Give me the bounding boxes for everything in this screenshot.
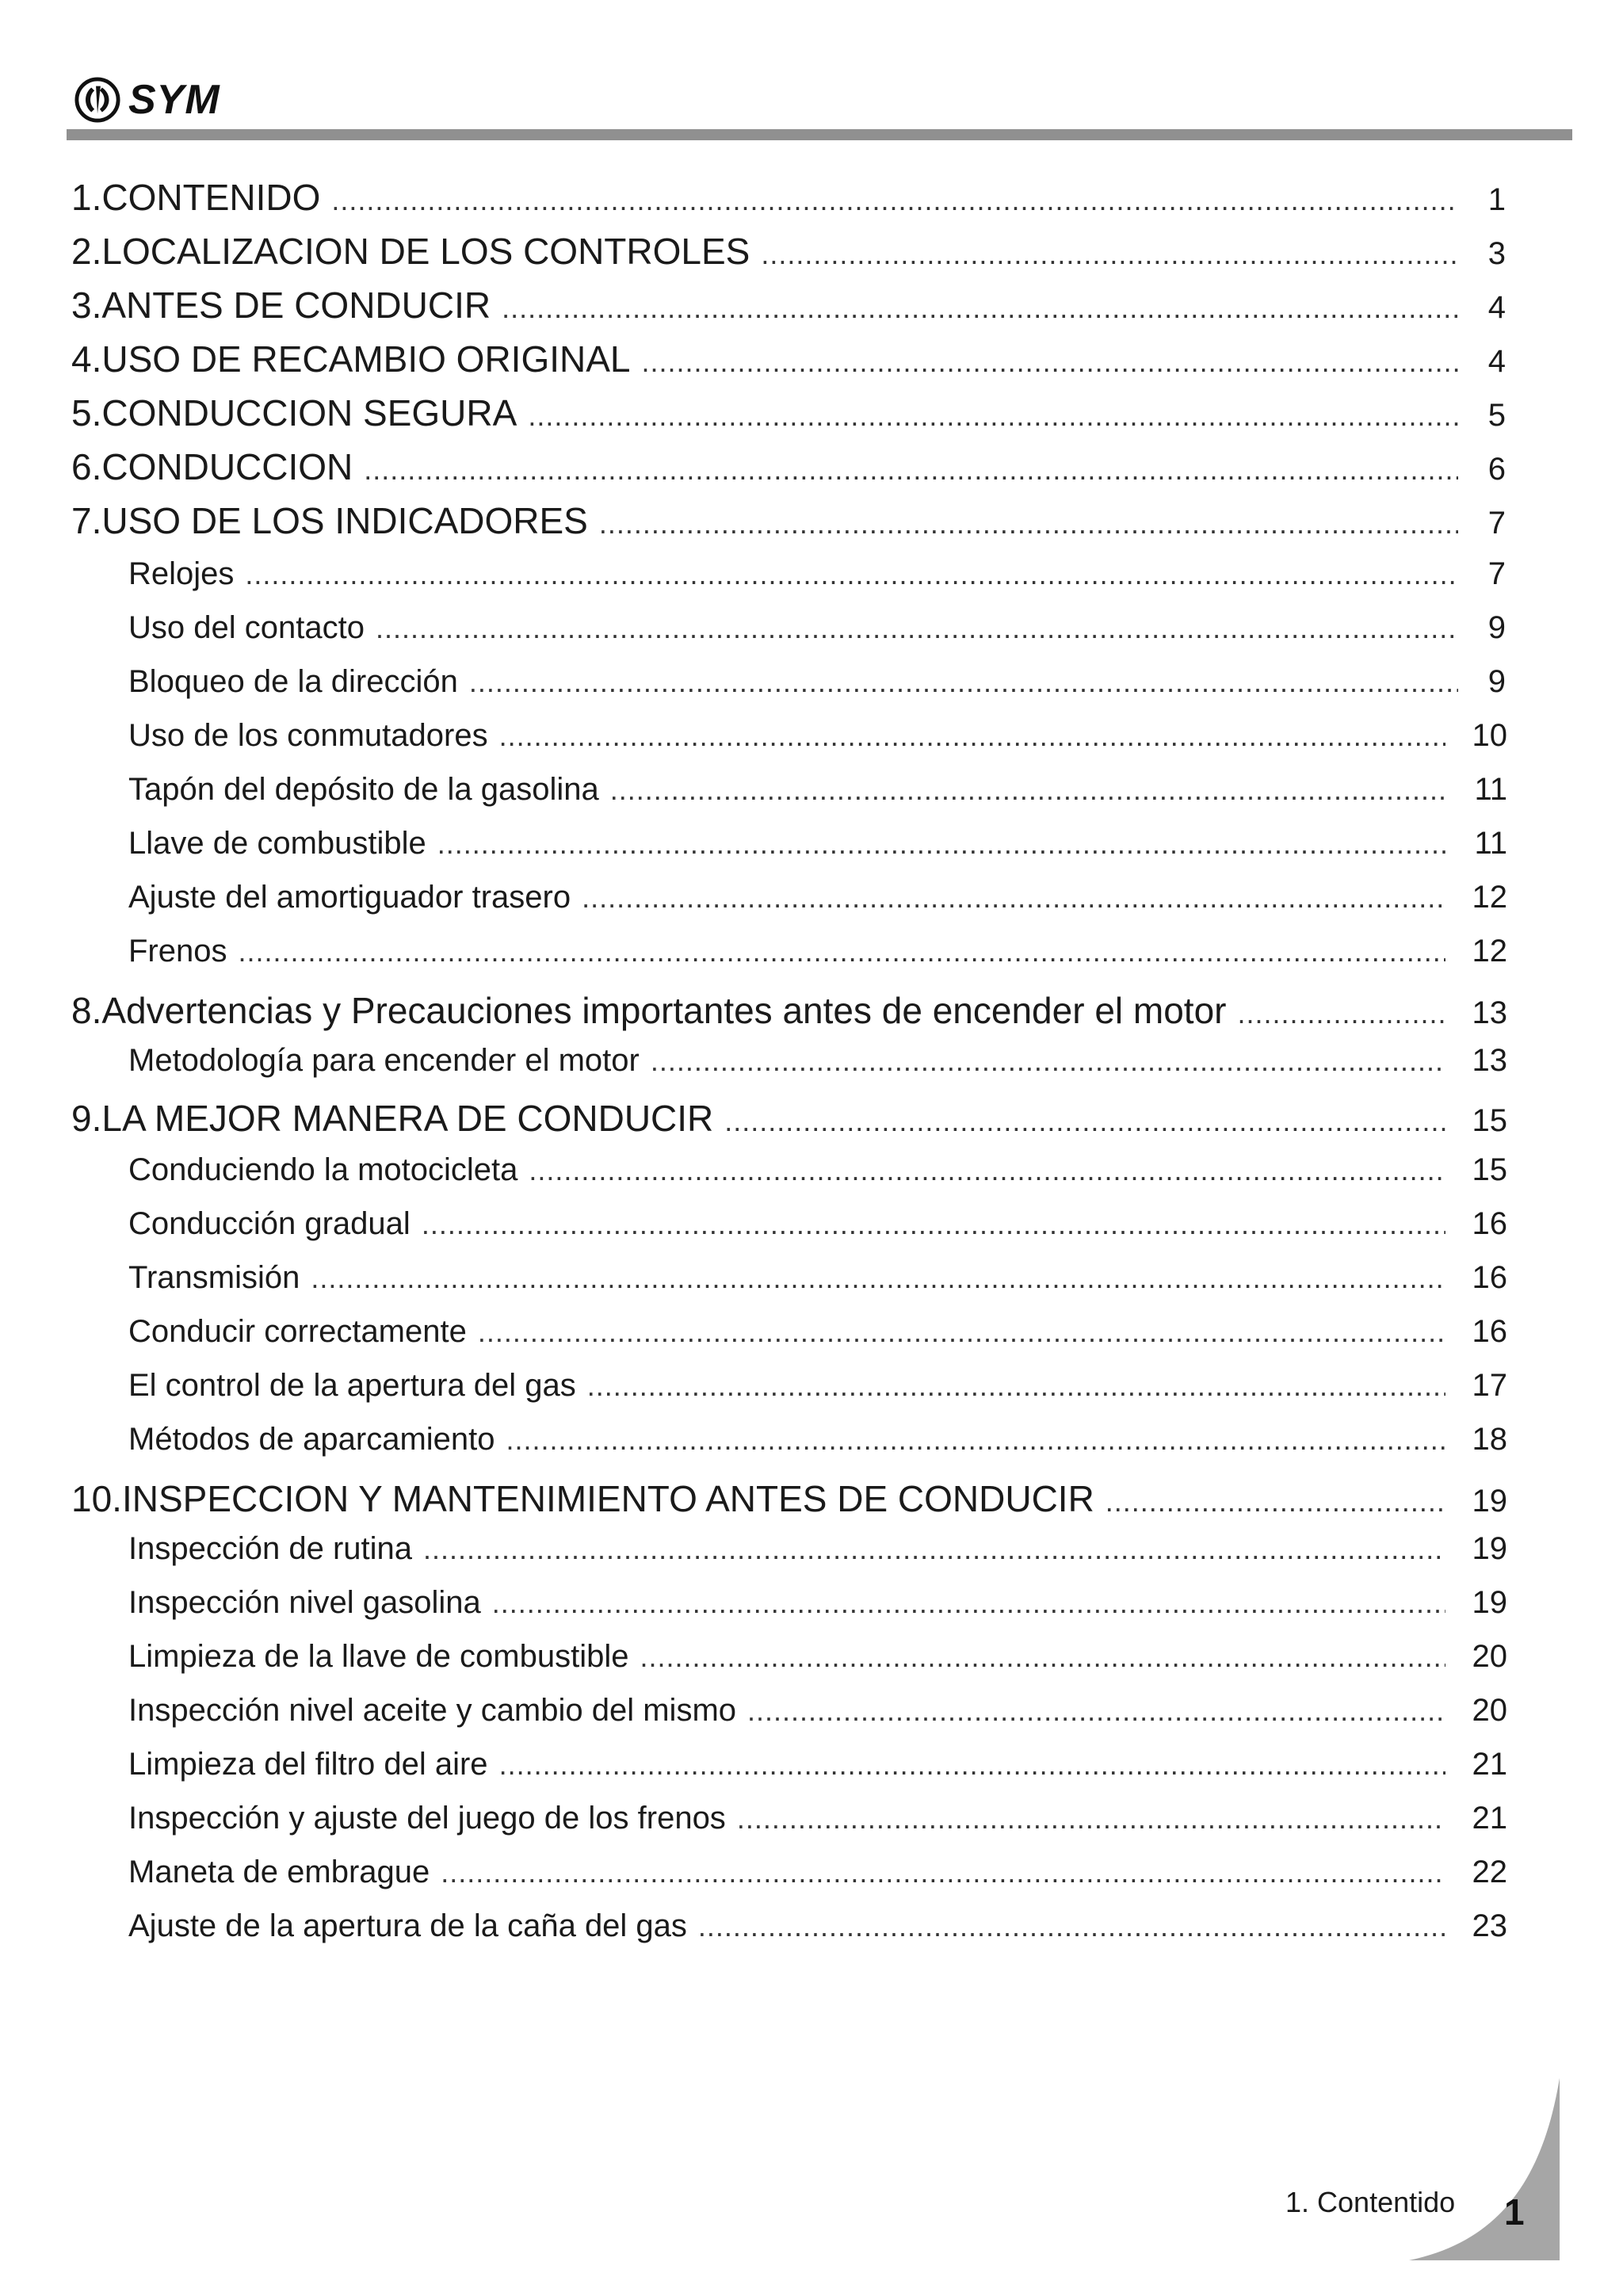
footer-section-label: 1. Contentido (1285, 2186, 1456, 2218)
toc-page-number: 13 (1472, 995, 1507, 1030)
toc-chapter-row (71, 445, 1506, 488)
toc-dot-leader (610, 774, 1445, 807)
toc-entry-title: Metodología para encender el motor (128, 1043, 640, 1078)
toc-entry-title: Inspección y ajuste del juego de los frenos (128, 1801, 726, 1836)
toc-dot-leader (422, 1208, 1445, 1241)
toc-section-row (128, 772, 1507, 808)
toc-page-number: 3 (1487, 236, 1506, 271)
toc-section-row (128, 1747, 1507, 1782)
toc-section-row (128, 1260, 1507, 1296)
toc-page-number: 7 (1487, 506, 1506, 541)
toc-dot-leader (492, 1587, 1445, 1620)
toc-chapter-number: 6. (71, 446, 102, 487)
toc-chapter-row (71, 392, 1506, 434)
toc-page-number: 16 (1472, 1260, 1507, 1295)
toc-entry-title: Métodos de aparcamiento (128, 1422, 495, 1457)
toc-page-number: 10 (1472, 718, 1507, 753)
toc-page-number: 13 (1472, 1043, 1507, 1078)
toc-dot-leader (311, 1262, 1445, 1295)
toc-section-row (128, 1314, 1507, 1350)
toc-dot-leader (747, 1694, 1445, 1728)
toc-page-number: 5 (1487, 398, 1506, 433)
toc-chapter-number: 9. (71, 1098, 102, 1139)
toc-page-number: 9 (1487, 610, 1506, 645)
toc-page-number: 17 (1472, 1368, 1507, 1403)
toc-page-number: 11 (1474, 826, 1507, 861)
toc-section-row (128, 880, 1507, 915)
toc-page-number: 20 (1472, 1639, 1507, 1674)
toc-dot-leader (642, 346, 1459, 379)
toc-section-row (128, 1152, 1507, 1188)
brand-name: SYM (128, 77, 220, 123)
toc-entry-title: Bloqueo de la dirección (128, 664, 458, 699)
toc-section-row (128, 1855, 1507, 1890)
toc-section-row (128, 826, 1507, 861)
toc-section-row (128, 1693, 1507, 1729)
toc-entry-title: Inspección de rutina (128, 1531, 413, 1566)
toc-dot-leader (582, 881, 1445, 915)
toc-entry-title: INSPECCION Y MANTENIMIENTO ANTES DE CONDUCIR (121, 1478, 1094, 1519)
toc-page-number: 15 (1472, 1152, 1507, 1187)
toc-dot-leader (376, 612, 1458, 645)
toc-page-number: 15 (1472, 1103, 1507, 1138)
toc-chapter-number: 3. (71, 285, 102, 326)
toc-chapter-row (71, 1477, 1507, 1520)
toc-chapter-row (71, 284, 1506, 327)
toc-section-row (128, 664, 1506, 700)
toc-dot-leader (499, 1748, 1445, 1782)
page-number: 1 (1504, 2191, 1525, 2233)
toc-dot-leader (698, 1910, 1445, 1943)
toc-entry-title: Limpieza del filtro del aire (128, 1747, 488, 1782)
toc-entry-title: El control de la apertura del gas (128, 1368, 576, 1403)
toc-dot-leader (724, 1105, 1445, 1138)
toc-dot-leader (478, 1316, 1445, 1349)
toc-entry-title: LA MEJOR MANERA DE CONDUCIR (101, 1098, 714, 1139)
toc-dot-leader (599, 507, 1458, 541)
toc-page-number: 7 (1487, 556, 1506, 591)
toc-entry-title: USO DE RECAMBIO ORIGINAL (101, 338, 631, 380)
toc-page-number: 21 (1472, 1747, 1507, 1782)
toc-page-number: 6 (1487, 452, 1506, 487)
toc-entry-title: Inspección nivel gasolina (128, 1585, 481, 1620)
toc-section-row (128, 1422, 1507, 1457)
toc-dot-leader (423, 1533, 1445, 1566)
toc-entry-title: Advertencias y Precauciones importantes antes de encender el motor (101, 990, 1227, 1031)
toc-dot-leader (528, 399, 1458, 433)
toc-section-row (128, 1368, 1507, 1404)
toc-chapter-number: 1. (71, 177, 102, 218)
toc-dot-leader (761, 238, 1458, 271)
toc-dot-leader (506, 1423, 1446, 1457)
toc-section-row (128, 1639, 1507, 1675)
toc-entry-title: Ajuste del amortiguador trasero (128, 880, 571, 915)
toc-page-number: 22 (1472, 1855, 1507, 1889)
toc-page-number: 9 (1487, 664, 1506, 699)
toc-dot-leader (441, 1856, 1445, 1889)
toc-chapter-row (71, 176, 1506, 219)
toc-chapter-number: 4. (71, 338, 102, 380)
toc-entry-title: Conducción gradual (128, 1206, 411, 1241)
toc-dot-leader (587, 1370, 1445, 1403)
toc-entry-title: Relojes (128, 556, 235, 591)
toc-section-row (128, 556, 1506, 592)
toc-entry-title: CONDUCCION SEGURA (101, 392, 517, 434)
toc-section-row (128, 1206, 1507, 1242)
toc-section-row (128, 718, 1507, 754)
toc-dot-leader (1237, 997, 1445, 1030)
toc-entry-title: Frenos (128, 934, 227, 968)
toc-dot-leader (331, 184, 1458, 217)
toc-page-number: 21 (1472, 1801, 1507, 1836)
toc-page-number: 4 (1487, 290, 1506, 325)
toc-dot-leader (651, 1045, 1445, 1078)
toc-page-number: 16 (1472, 1314, 1507, 1349)
toc-chapter-row (71, 989, 1507, 1032)
toc-entry-title: CONTENIDO (101, 177, 321, 218)
toc-dot-leader (469, 666, 1458, 699)
toc-chapter-number: 2. (71, 231, 102, 272)
toc-dot-leader (364, 453, 1458, 487)
toc-page-number: 20 (1472, 1693, 1507, 1728)
toc-page-number: 1 (1487, 182, 1506, 217)
toc-chapter-number: 8. (71, 990, 102, 1031)
toc-chapter-row (71, 1097, 1507, 1140)
toc-entry-title: Ajuste de la apertura de la caña del gas (128, 1908, 687, 1943)
toc-dot-leader (737, 1802, 1445, 1836)
toc-page-number: 19 (1472, 1585, 1507, 1620)
toc-dot-leader (245, 558, 1458, 591)
toc-dot-leader (499, 720, 1445, 753)
toc-dot-leader (239, 935, 1446, 968)
toc-entry-title: Llave de combustible (128, 826, 426, 861)
toc-entry-title: Limpieza de la llave de combustible (128, 1639, 629, 1674)
toc-entry-title: Maneta de embrague (128, 1855, 430, 1889)
toc-dot-leader (437, 827, 1445, 861)
toc-page-number: 23 (1472, 1908, 1507, 1943)
toc-chapter-number: 10. (71, 1478, 122, 1519)
toc-chapter-row (71, 499, 1506, 542)
toc-section-row (128, 1585, 1507, 1621)
toc-dot-leader (502, 292, 1458, 325)
toc-page-number: 11 (1474, 772, 1507, 807)
toc-entry-title: Conduciendo la motocicleta (128, 1152, 518, 1187)
toc-chapter-number: 7. (71, 500, 102, 541)
toc-entry-title: Tapón del depósito de la gasolina (128, 772, 599, 807)
toc-chapter-row (71, 230, 1506, 273)
toc-entry-title: CONDUCCION (101, 446, 353, 487)
toc-page-number: 12 (1472, 934, 1507, 968)
toc-page-number: 19 (1472, 1484, 1507, 1519)
toc-section-row (128, 1531, 1507, 1567)
toc-page-number: 4 (1487, 344, 1506, 379)
toc-page-number: 18 (1472, 1422, 1507, 1457)
toc-chapter-row (71, 338, 1506, 380)
toc-page-number: 19 (1472, 1531, 1507, 1566)
toc-section-row (128, 1043, 1507, 1079)
toc-entry-title: USO DE LOS INDICADORES (101, 500, 588, 541)
toc-entry-title: Inspección nivel aceite y cambio del mismo (128, 1693, 737, 1728)
toc-entry-title: ANTES DE CONDUCIR (101, 285, 491, 326)
toc-section-row (128, 1908, 1507, 1944)
toc-entry-title: Transmisión (128, 1260, 300, 1295)
toc-entry-title: Conducir correctamente (128, 1314, 467, 1349)
toc-chapter-number: 5. (71, 392, 102, 434)
toc-page-number: 12 (1472, 880, 1507, 915)
toc-page-number: 16 (1472, 1206, 1507, 1241)
toc-section-row (128, 1801, 1507, 1836)
toc-dot-leader (1106, 1485, 1445, 1519)
toc-entry-title: Uso de los conmutadores (128, 718, 488, 753)
toc-dot-leader (640, 1641, 1445, 1674)
toc-dot-leader (529, 1154, 1445, 1187)
toc-section-row (128, 934, 1507, 969)
toc-entry-title: LOCALIZACION DE LOS CONTROLES (101, 231, 750, 272)
toc-section-row (128, 610, 1506, 646)
page-corner-shape (1409, 2078, 1560, 2260)
toc-entry-title: Uso del contacto (128, 610, 365, 645)
